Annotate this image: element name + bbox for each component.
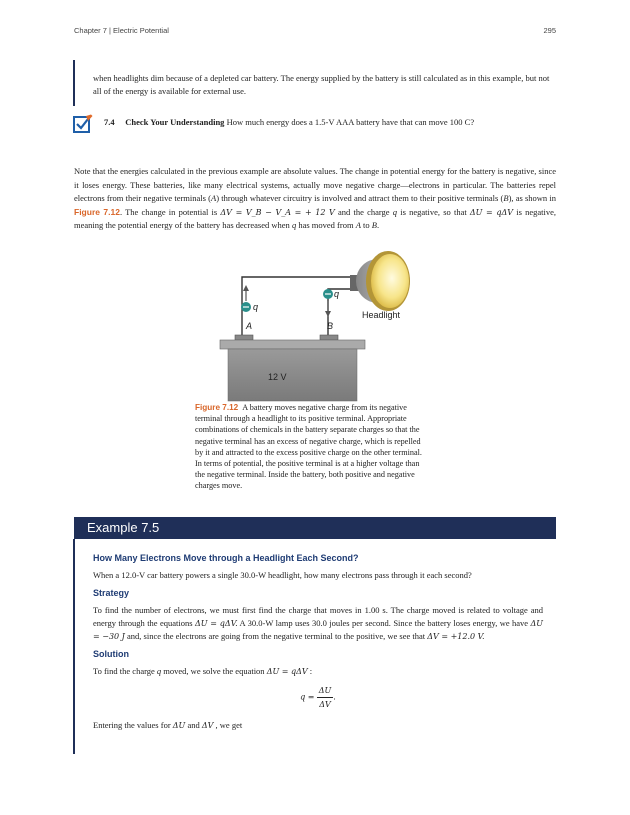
inline-equation: ΔU = −30 J xyxy=(93,619,543,641)
terminal-a-label: A xyxy=(246,321,253,331)
charge-label-right: q xyxy=(334,289,340,299)
para-italic: A xyxy=(210,193,217,203)
solution-part: moved, we solve the equation xyxy=(161,666,267,676)
page-header xyxy=(74,26,556,38)
fraction-denominator: ΔV xyxy=(319,700,331,709)
para-italic: B xyxy=(503,193,509,203)
para-text: is negative, so that xyxy=(397,206,470,217)
enter-part: , we get xyxy=(213,720,243,730)
charge-label-left: q xyxy=(253,302,259,312)
display-equation xyxy=(93,684,543,711)
enter-part: Entering the values for xyxy=(93,720,173,730)
para-text: to xyxy=(360,220,372,230)
strategy-part: To find the number of electrons, we must first find the charge that moves in 1.00 s. The charge moved is related to voltage and energy through the equations xyxy=(93,605,543,628)
page-number: 295 xyxy=(543,26,556,35)
solution-part: : xyxy=(307,666,313,676)
para-italic: A xyxy=(355,220,361,230)
strategy-part: and, since the electrons are going from the negative terminal to the positive, we see that xyxy=(124,631,428,641)
strategy-heading: Strategy xyxy=(93,588,130,598)
solution-heading: Solution xyxy=(93,649,129,659)
example-header: Example 7.5 xyxy=(74,517,556,539)
para-text: is negative, meaning the potential energy of the battery has decreased when xyxy=(74,206,557,230)
figure-number: Figure 7.12 xyxy=(195,403,239,412)
para-text: ) through whatever circuitry is involved and attract them to their positive terminals ( xyxy=(216,193,504,203)
equation-lhs: q = xyxy=(300,692,315,702)
equation-fraction xyxy=(317,684,334,711)
cyu-question: How much energy does a 1.5-V AAA battery have that can move 100 C? xyxy=(226,117,475,127)
example-title: How Many Electrons Move through a Headlight Each Second? xyxy=(93,553,359,563)
enter-part: and xyxy=(185,720,202,730)
entering-values-text xyxy=(93,719,543,732)
para-italic: q xyxy=(392,206,398,217)
strategy-text xyxy=(93,604,543,643)
solution-italic: q xyxy=(156,666,162,676)
battery-headlight-figure xyxy=(210,245,425,405)
para-text: and the charge xyxy=(334,206,393,217)
inline-equation: ΔV = +12.0 V. xyxy=(427,632,485,641)
check-understanding xyxy=(104,116,564,128)
cyu-title: Check Your Understanding xyxy=(125,117,225,127)
charge-right-icon xyxy=(323,289,333,317)
para-text: Note that the energies calculated in the previous example are absolute values. The change in potential energy for the battery is negative, since it loses energy. These batteries, like many electrical systems, actually move negative charge—electrons in particular. The batteries repel electrons from their negative terminals ( xyxy=(74,166,556,203)
example-problem: When a 12.0-V car battery powers a single 30.0-W headlight, how many electrons pass through it each second? xyxy=(93,570,472,580)
inline-equation: ΔU = qΔV. xyxy=(194,619,238,628)
chapter-title: Chapter 7 | Electric Potential xyxy=(74,26,169,35)
checkbox-pencil-icon xyxy=(73,114,93,134)
headlight-icon xyxy=(350,251,410,311)
para-text: . The change in potential is xyxy=(119,206,221,217)
cyu-number: 7.4 xyxy=(104,117,115,127)
para-italic: B xyxy=(371,220,377,230)
solution-part: To find the charge xyxy=(93,666,157,676)
continuation-text: when headlights dim because of a depleted car battery. The energy supplied by the battery is still calculated as in this example, but not all of the energy is available for external use. xyxy=(93,73,550,96)
body-paragraph xyxy=(74,165,556,233)
para-text: has moved from xyxy=(296,220,356,230)
figure-caption xyxy=(195,402,430,492)
inline-equation: ΔV = V_B − V_A = + 12 V xyxy=(220,207,335,217)
solution-text xyxy=(93,665,543,678)
example-bar xyxy=(73,539,75,754)
figure-reference-link[interactable]: Figure 7.12 xyxy=(74,206,120,217)
inline-equation: ΔU xyxy=(172,721,186,730)
example-content xyxy=(93,552,543,737)
battery-voltage-label: 12 V xyxy=(268,372,287,382)
inline-equation: ΔU = qΔV xyxy=(469,207,514,217)
inline-equation: ΔV xyxy=(201,721,214,730)
para-text: . xyxy=(376,220,380,230)
equation-end: . xyxy=(333,692,336,702)
headlight-label: Headlight xyxy=(362,310,401,320)
battery-icon xyxy=(220,335,365,401)
para-text: ), as shown in xyxy=(508,193,556,203)
terminal-b-label: B xyxy=(327,321,334,331)
para-italic: q xyxy=(291,220,297,230)
wire-a xyxy=(242,277,350,335)
fraction-numerator: ΔU xyxy=(317,684,334,698)
inline-equation: ΔU = qΔV xyxy=(266,667,308,676)
caption-text: A battery moves negative charge from its negative terminal through a headlight to its positive terminal. Appropriate combinations of chemicals in the battery separate charges so that the negative terminal has an excess of negative charge, which is repelled by it and attracted to the excess positive charge on the other terminal. In terms of potential, the positive terminal is at a higher voltage than the negative terminal. Inside the battery, both positive and negative charges move. xyxy=(195,403,422,491)
continuation-bar xyxy=(73,60,75,106)
strategy-part: A 30.0-W lamp uses 30.0 joules per second. Since the battery loses energy, we have xyxy=(237,618,531,628)
